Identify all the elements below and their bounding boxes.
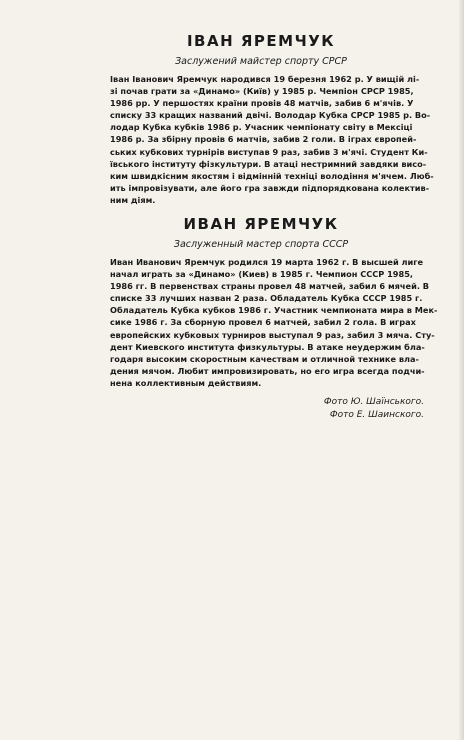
russian-bio-line: начал играть за «Динамо» (Киев) в 1985 г. Чемпион СССР 1985,: [110, 269, 414, 280]
photo-credits: [224, 396, 424, 422]
page-edge-shadow: [458, 0, 464, 740]
russian-biography: [96, 256, 438, 389]
russian-honorary-title: Заслуженный мастер спорта СССР: [173, 239, 349, 250]
ukrainian-section: [96, 32, 434, 206]
photo-credit-ukrainian: Фото Ю. Шаїнського.: [323, 397, 424, 407]
ukrainian-bio-line: 1986 рр. У першостях країни провів 48 матчів, забив 6 м'ячів. У: [110, 98, 414, 109]
ukrainian-honorary-title: Заслужений майстер спорту СРСР: [175, 56, 347, 67]
russian-bio-line: списке 33 лучших назван 2 раза. Обладатель Кубка СССР 1985 г.: [110, 293, 423, 304]
photo-credit-russian: Фото Е. Шаинского.: [329, 410, 424, 420]
ukrainian-bio-line: ить імпровізувати, але його гра завжди підпорядкована колектив-: [110, 182, 430, 193]
russian-bio-line: сике 1986 г. За сборную провел 6 матчей, забил 2 гола. В играх: [110, 317, 416, 328]
ukrainian-bio-line: ських кубкових турнірів виступав 9 раз, забив 3 м'ячі. Студент Ки-: [110, 146, 428, 157]
ukrainian-bio-line: лодар Кубка кубків 1986 р. Учасник чемпіонату світу в Мексіці: [110, 122, 413, 133]
ukrainian-bio-line: 1986 р. За збірну провів 6 матчів, забив 2 голи. В іграх європей-: [110, 134, 417, 145]
ukrainian-bio-line: списку 33 кращих названий двічі. Володар Кубка СРСР 1985 р. Во-: [110, 110, 431, 121]
ukrainian-bio-line: ким швидкісним якостям і відмінній техніці володіння м'ячем. Люб-: [110, 170, 434, 181]
ukrainian-biography: [96, 73, 434, 206]
russian-bio-line: Иван Иванович Яремчук родился 19 марта 1962 г. В высшей лиге: [110, 257, 424, 267]
russian-bio-line: дения мячом. Любит импровизировать, но его игра всегда подчи-: [110, 365, 425, 376]
ukrainian-bio-line: ним діям.: [110, 194, 156, 205]
russian-bio-line: дент Киевского института физкультуры. В атаке неудержим бла-: [110, 341, 425, 352]
russian-bio-line: 1986 гг. В первенствах страны провел 48 матчей, забил 6 мячей. В: [110, 281, 430, 292]
ukrainian-bio-line: зі почав грати за «Динамо» (Київ) у 1985 р. Чемпіон СРСР 1985,: [110, 86, 414, 97]
ukrainian-bio-line: ївського інституту фізкультури. В атаці нестримний завдяки висо-: [110, 158, 427, 169]
russian-bio-line: нена коллективным действиям.: [110, 377, 262, 388]
russian-section: [96, 215, 438, 389]
russian-bio-line: европейских кубковых турниров выступал 9 раз, забил 3 мяча. Сту-: [110, 329, 435, 340]
russian-bio-line: годаря высоким скоростным качествам и отличной технике вла-: [110, 353, 419, 364]
russian-player-name: ИВАН ЯРЕМЧУК: [183, 215, 339, 233]
ukrainian-bio-line: Іван Іванович Яремчук народився 19 березня 1962 р. У вищій лі-: [110, 74, 420, 84]
russian-bio-line: Обладатель Кубка кубков 1986 г. Участник чемпионата мира в Мек-: [110, 305, 438, 316]
ukrainian-player-name: ІВАН ЯРЕМЧУК: [186, 32, 336, 50]
